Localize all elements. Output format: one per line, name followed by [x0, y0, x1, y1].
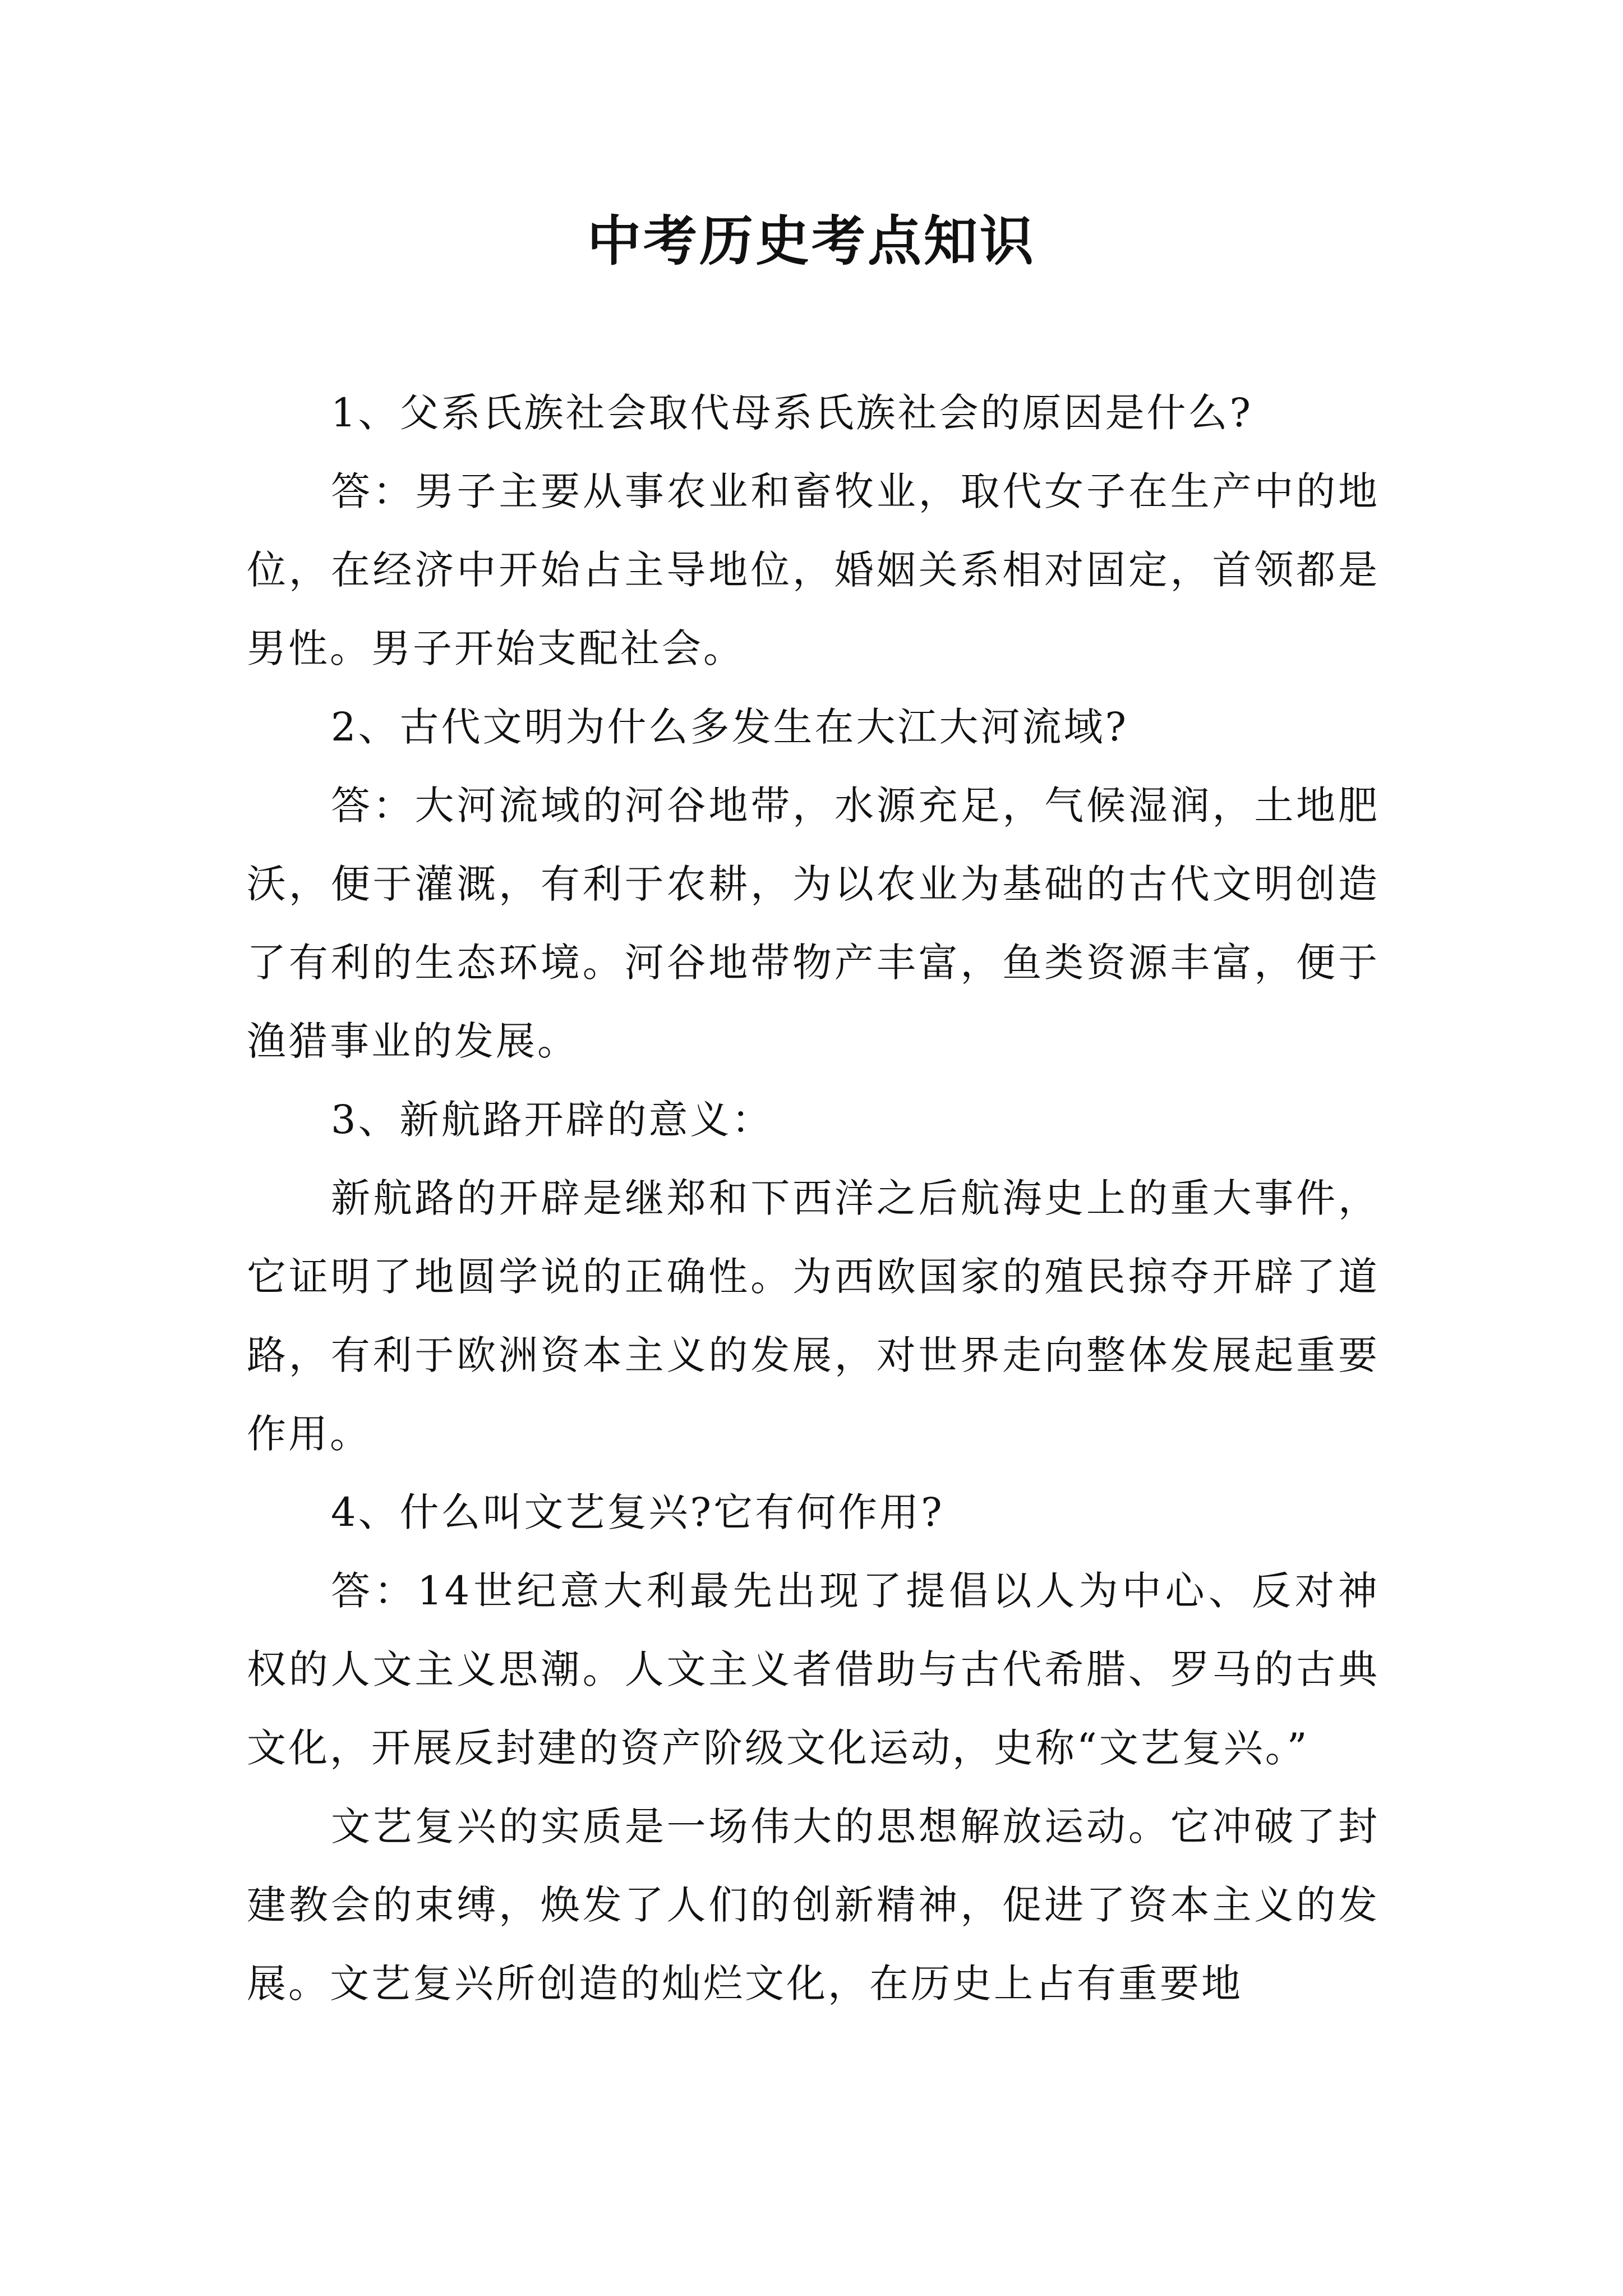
question-4: 4、什么叫文艺复兴?它有何作用? [331, 1489, 944, 1535]
document-body [247, 374, 1380, 2023]
question-2: 2、古代文明为什么多发生在大江大河流域? [331, 704, 1129, 750]
answer-2: 答：大河流域的河谷地带，水源充足，气候湿润，土地肥沃，便于灌溉，有利于农耕，为以农业为基础的古代文明创造了有利的生态环境。河谷地带物产丰富，鱼类资源丰富，便于渔猎事业的发展。 [247, 783, 1380, 1064]
answer-4-continued: 文艺复兴的实质是一场伟大的思想解放运动。它冲破了封建教会的束缚，焕发了人们的创新精神，促进了资本主义的发展。文艺复兴所创造的灿烂文化，在历史上占有重要地 [247, 1803, 1380, 2007]
question-3: 3、新航路开辟的意义： [331, 1097, 773, 1143]
question-1: 1、父系氏族社会取代母系氏族社会的原因是什么? [331, 390, 1253, 436]
answer-1: 答：男子主要从事农业和畜牧业，取代女子在生产中的地位，在经济中开始占主导地位，婚姻关系相对固定，首领都是男性。男子开始支配社会。 [247, 468, 1380, 671]
document-title: 中考历史考点知识 [587, 209, 1036, 273]
answer-3: 新航路的开辟是继郑和下西洋之后航海史上的重大事件，它证明了地圆学说的正确性。为西欧国家的殖民掠夺开辟了道路，有利于欧洲资本主义的发展，对世界走向整体发展起重要作用。 [247, 1175, 1380, 1457]
answer-4: 答：14世纪意大利最先出现了提倡以人为中心、反对神权的人文主义思潮。人文主义者借助与古代希腊、罗马的古典文化，开展反封建的资产阶级文化运动，史称“文艺复兴。” [247, 1568, 1380, 1771]
